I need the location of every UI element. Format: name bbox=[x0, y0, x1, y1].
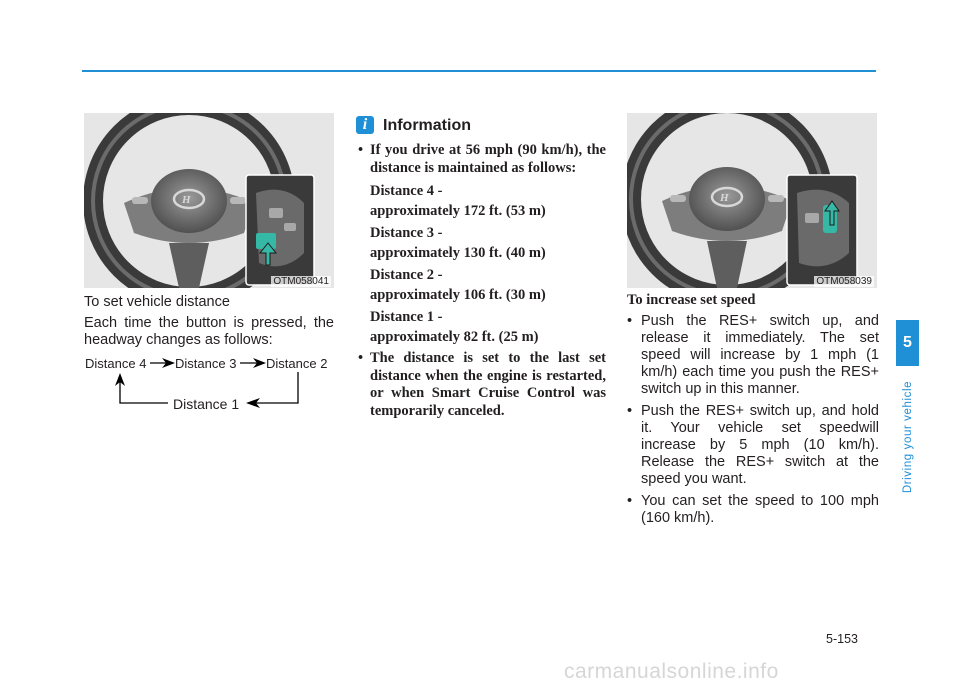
distance-line: Distance 4 - bbox=[370, 183, 443, 199]
paragraph-headway: Each time the button is pressed, the headway changes as follows: bbox=[84, 315, 334, 348]
info-icon: i bbox=[356, 116, 374, 134]
list-item-text: Push the RES+ switch up, and hold it. Your vehicle set speedwill increase by 5 mph (10 km/h). Release the RES+ switch at the speed you want. bbox=[641, 403, 879, 487]
top-rule bbox=[82, 70, 876, 72]
info-item-restart bbox=[356, 350, 606, 420]
distance-line: approximately 106 ft. (30 m) bbox=[370, 286, 546, 303]
diagram-distance-1: Distance 1 bbox=[173, 396, 240, 412]
info-title: Information bbox=[383, 117, 471, 134]
list-item bbox=[627, 403, 879, 488]
diagram-arrows bbox=[80, 350, 340, 410]
bullet-dot: • bbox=[627, 493, 633, 509]
bullet-dot: • bbox=[358, 350, 364, 366]
chapter-tab: 5 bbox=[896, 320, 919, 366]
list-item bbox=[627, 313, 879, 398]
list-item bbox=[627, 493, 879, 527]
chapter-label bbox=[896, 372, 919, 502]
distance-line: Distance 3 - bbox=[370, 225, 443, 241]
distance-line: approximately 130 ft. (40 m) bbox=[370, 244, 546, 261]
distance-line: Distance 1 - bbox=[370, 309, 443, 325]
steering-wheel-figure-distance bbox=[84, 113, 334, 288]
steering-wheel-figure-res bbox=[627, 113, 877, 288]
steering-wheel-illustration bbox=[627, 113, 877, 288]
paragraph-set-distance: To set vehicle distance bbox=[84, 294, 230, 310]
figure-code: OTM058041 bbox=[273, 276, 329, 287]
distance-line: approximately 82 ft. (25 m) bbox=[370, 328, 539, 345]
list-item-text: Push the RES+ switch up, and release it immediately. The set speed will increase by 1 mph (1 km/h) each time you push the RES+ switch up in this manner. bbox=[641, 313, 879, 397]
bullet-dot: • bbox=[627, 313, 633, 329]
info-item2: The distance is set to the last set distance when the engine is restarted, or when Smart Cruise Control was temporarily canceled. bbox=[370, 350, 606, 419]
distance-line: approximately 172 ft. (53 m) bbox=[370, 202, 546, 219]
increase-speed-list bbox=[627, 313, 879, 532]
list-item-text: You can set the speed to 100 mph (160 km/h). bbox=[641, 493, 879, 526]
info-item1-intro: If you drive at 56 mph (90 km/h), the distance is maintained as follows: bbox=[370, 142, 606, 176]
diagram-distance-2: Distance 2 bbox=[266, 356, 328, 371]
bullet-dot: • bbox=[358, 142, 364, 158]
subheading-increase-speed: To increase set speed bbox=[627, 292, 756, 308]
steering-wheel-illustration bbox=[84, 113, 334, 288]
info-item-distances bbox=[356, 142, 606, 346]
chapter-label-text: Driving your vehicle bbox=[901, 380, 914, 494]
svg-text:H: H bbox=[720, 192, 729, 204]
diagram-distance-4: Distance 4 bbox=[85, 356, 147, 371]
figure-code: OTM058039 bbox=[816, 276, 872, 287]
page-number: 5-153 bbox=[826, 632, 858, 646]
bullet-dot: • bbox=[627, 403, 633, 419]
info-list bbox=[356, 142, 606, 420]
diagram-distance-3: Distance 3 bbox=[175, 356, 237, 371]
watermark: carmanualsonline.info bbox=[564, 660, 779, 683]
svg-text:H: H bbox=[182, 194, 191, 206]
distance-line: Distance 2 - bbox=[370, 267, 443, 283]
